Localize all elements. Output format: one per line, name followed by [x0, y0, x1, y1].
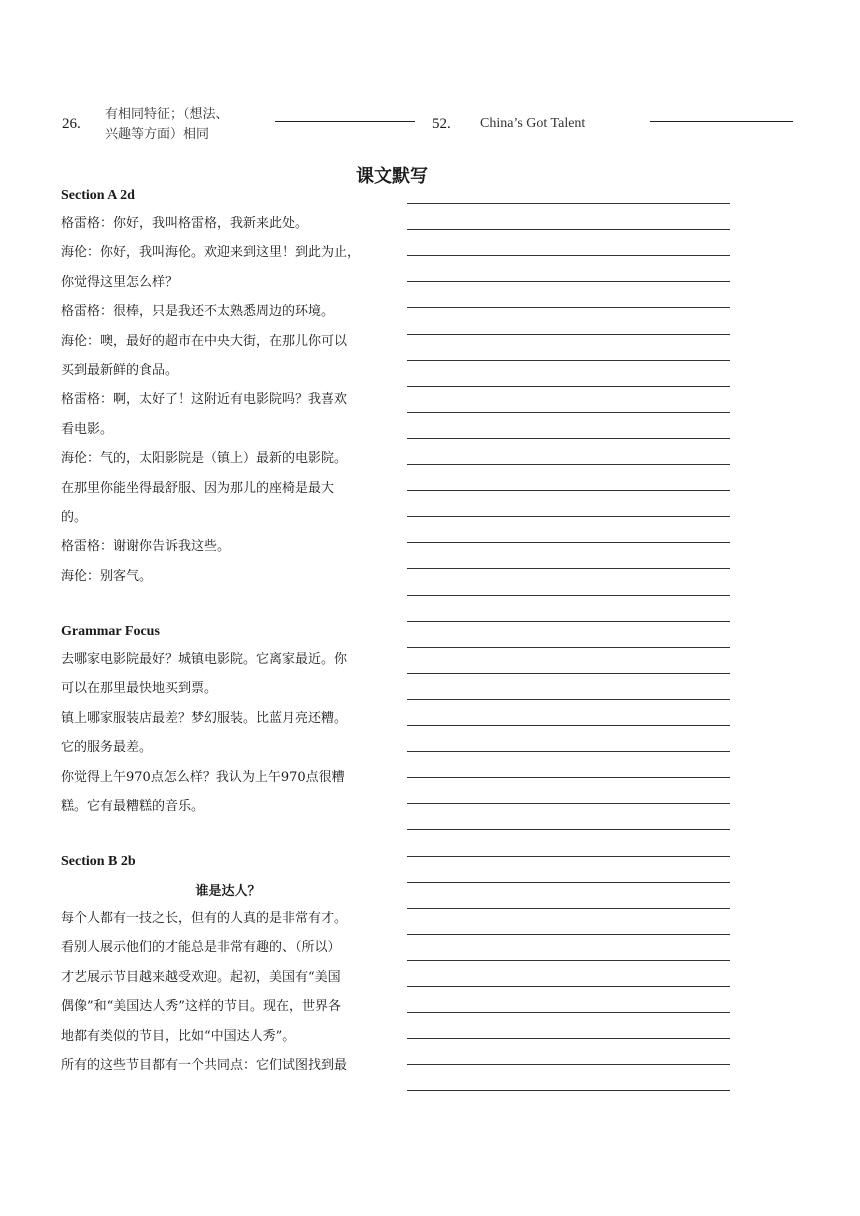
section-b-line: 所有的这些节目都有一个共同点：它们试图找到最 — [61, 1058, 348, 1074]
section-a-line: 你觉得这里怎么样？ — [61, 274, 179, 290]
writing-line[interactable] — [407, 438, 730, 439]
section-a-line: 海伦：噢，最好的超市在中央大街，在那儿你可以 — [61, 333, 348, 349]
item-26-definition-line1: 有相同特征；（想法、 — [105, 107, 229, 122]
section-b-line: 地都有类似的节目，比如“中国达人秀”。 — [61, 1028, 296, 1044]
section-b-text — [61, 904, 395, 1080]
writing-line[interactable] — [407, 621, 730, 622]
page-title: 课文默写 — [356, 166, 428, 187]
writing-line[interactable] — [407, 412, 730, 413]
writing-line[interactable] — [407, 934, 730, 935]
writing-line[interactable] — [407, 725, 730, 726]
writing-line[interactable] — [407, 255, 730, 256]
grammar-focus-text — [61, 645, 395, 821]
writing-line[interactable] — [407, 882, 730, 883]
grammar-focus-line: 你觉得上午970点怎么样？我认为上午970点很糟 — [61, 769, 345, 785]
writing-line[interactable] — [407, 568, 730, 569]
section-b-line: 看别人展示他们的才能总是非常有趣的、（所以） — [61, 940, 341, 956]
writing-line[interactable] — [407, 229, 730, 230]
writing-line[interactable] — [407, 516, 730, 517]
section-a-line: 海伦：你好，我叫海伦。欢迎来到这里！到此为止， — [61, 245, 361, 261]
item-number-52: 52. — [432, 116, 451, 132]
section-a-text — [61, 209, 395, 591]
section-a-line: 看电影。 — [61, 421, 114, 437]
grammar-focus-line: 它的服务最差。 — [61, 740, 153, 756]
section-a-line: 海伦：气的，太阳影院是（镇上）最新的电影院。 — [61, 451, 348, 467]
writing-line[interactable] — [407, 1038, 730, 1039]
item-26-definition-line2: 兴趣等方面）相同 — [105, 127, 210, 142]
writing-line[interactable] — [407, 960, 730, 961]
section-b-heading: Section B 2b — [61, 854, 136, 869]
writing-line[interactable] — [407, 986, 730, 987]
section-a-heading: Section A 2d — [61, 188, 135, 203]
section-a-line: 买到最新鲜的食品。 — [61, 363, 179, 379]
writing-line[interactable] — [407, 856, 730, 857]
writing-line[interactable] — [407, 464, 730, 465]
section-a-line: 在那里你能坐得最舒服、因为那儿的座椅是最大 — [61, 480, 335, 496]
writing-line[interactable] — [407, 334, 730, 335]
writing-line[interactable] — [407, 647, 730, 648]
writing-line[interactable] — [407, 908, 730, 909]
writing-line[interactable] — [407, 673, 730, 674]
writing-line[interactable] — [407, 490, 730, 491]
section-a-line: 格雷格：谢谢你告诉我这些。 — [61, 539, 231, 555]
item-26-answer-blank[interactable] — [275, 121, 415, 122]
writing-line[interactable] — [407, 203, 730, 204]
item-52-phrase: China’s Got Talent — [480, 116, 586, 131]
writing-line[interactable] — [407, 777, 730, 778]
section-a-line: 海伦：别客气。 — [61, 568, 153, 584]
grammar-focus-line: 可以在那里最快地买到票。 — [61, 681, 218, 697]
writing-line[interactable] — [407, 386, 730, 387]
writing-line[interactable] — [407, 360, 730, 361]
section-b-line: 每个人都有一技之长，但有的人真的是非常有才。 — [61, 911, 348, 926]
writing-line[interactable] — [407, 281, 730, 282]
grammar-focus-heading: Grammar Focus — [61, 624, 160, 639]
section-a-line: 格雷格：啊，太好了！这附近有电影院吗？我喜欢 — [61, 392, 348, 408]
section-b-subtitle: 谁是达人？ — [195, 884, 261, 899]
writing-line[interactable] — [407, 1090, 730, 1091]
writing-line[interactable] — [407, 595, 730, 596]
writing-line[interactable] — [407, 829, 730, 830]
section-a-line: 的。 — [61, 510, 88, 526]
writing-line[interactable] — [407, 307, 730, 308]
writing-line[interactable] — [407, 699, 730, 700]
section-a-line: 格雷格：很棒，只是我还不太熟悉周边的环境。 — [61, 304, 335, 320]
section-a-line: 格雷格：你好，我叫格雷格，我新来此处。 — [61, 216, 309, 231]
item-number-26: 26. — [62, 116, 81, 132]
writing-line[interactable] — [407, 751, 730, 752]
grammar-focus-line: 去哪家电影院最好？城镇电影院。它离家最近。你 — [61, 652, 348, 667]
section-b-line: 才艺展示节目越来越受欢迎。起初，美国有“美国 — [61, 969, 341, 985]
item-26-definition — [105, 105, 229, 145]
section-b-line: 偶像”和“美国达人秀”这样的节目。现在，世界各 — [61, 999, 341, 1015]
writing-line[interactable] — [407, 1012, 730, 1013]
grammar-focus-line: 镇上哪家服装店最差？梦幻服装。比蓝月亮还糟。 — [61, 710, 348, 726]
writing-line[interactable] — [407, 1064, 730, 1065]
grammar-focus-line: 糕。它有最糟糕的音乐。 — [61, 799, 205, 815]
writing-line[interactable] — [407, 542, 730, 543]
writing-line[interactable] — [407, 803, 730, 804]
item-52-answer-blank[interactable] — [650, 121, 793, 122]
